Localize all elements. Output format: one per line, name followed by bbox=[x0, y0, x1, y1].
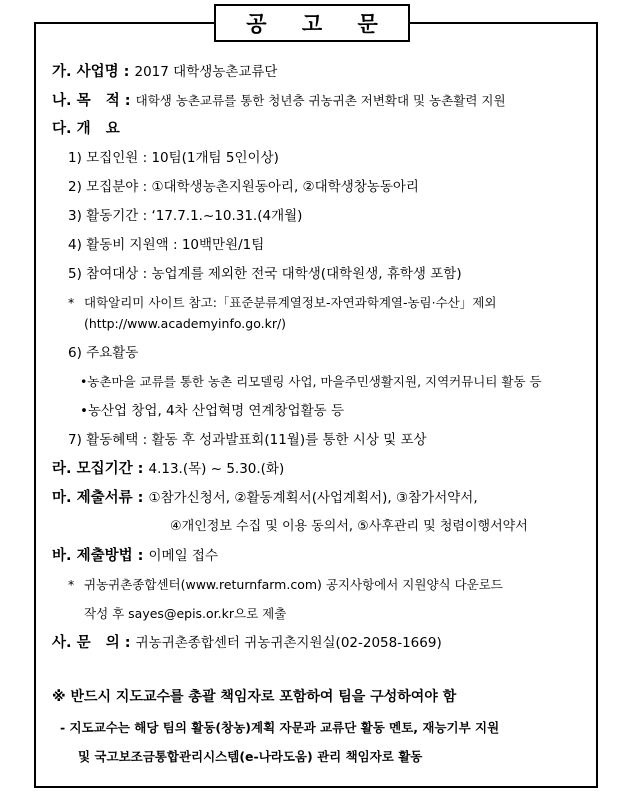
section-label: 바. 제출방법 bbox=[52, 548, 133, 564]
section-value: 4.13.(목) ~ 5.30.(화) bbox=[148, 461, 285, 477]
activity-item-rural: •농촌마을 교류를 통한 농촌 리모델링 사업, 마을주민생활지원, 지역커뮤니티 활동 등 bbox=[80, 374, 542, 389]
section-value: 이메일 접수 bbox=[148, 548, 218, 564]
section-label: 라. 모집기간 bbox=[52, 461, 133, 477]
page-title: 공 고 문 bbox=[246, 12, 392, 36]
section-value: 귀농귀촌종합센터 귀농귀촌지원실(02-2058-1669) bbox=[135, 635, 442, 651]
note-text: 대학알리미 사이트 참고:「표준분류계열정보-자연과학계열-농림·수산」제외 bbox=[84, 295, 497, 310]
note-mark: * bbox=[68, 577, 75, 592]
overview-item-period: 3) 활동기간 : ‘17.7.1.~10.31.(4개월) bbox=[68, 208, 303, 224]
overview-item-eligibility: 5) 참여대상 : 농업계를 제외한 전국 대학생(대학원생, 휴학생 포함) bbox=[68, 266, 462, 282]
note-mark: * bbox=[68, 295, 75, 310]
section-separator: : bbox=[132, 490, 149, 506]
title-box bbox=[214, 4, 410, 42]
notice-line3: 및 국고보조금통합관리시스템(e-나라도움) 관리 책임자로 활동 bbox=[78, 749, 423, 764]
announcement-frame bbox=[34, 22, 598, 788]
section-value: 2017 대학생농촌교류단 bbox=[134, 64, 278, 80]
section-separator: : bbox=[132, 548, 149, 564]
overview-item-activities: 6) 주요활동 bbox=[68, 345, 139, 361]
section-label: 다. 개 요 bbox=[52, 121, 120, 137]
section-value: ①참가신청서, ②활동계획서(사업계획서), ③참가서약서, bbox=[148, 490, 478, 506]
section-label: 마. 제출서류 bbox=[52, 490, 133, 506]
activity-item-startup: •농산업 창업, 4차 산업혁명 연계창업활동 등 bbox=[80, 403, 344, 419]
overview-item-funding: 4) 활동비 지원액 : 10백만원/1팀 bbox=[68, 237, 265, 253]
submit-note-line2: 작성 후 sayes@epis.or.kr으로 제출 bbox=[84, 606, 287, 621]
academyinfo-link-text: (http://www.academyinfo.go.kr/) bbox=[84, 316, 287, 331]
notice-line1: ※ 반드시 지도교수를 총괄 책임자로 포함하여 팀을 구성하여야 함 bbox=[52, 689, 457, 705]
section-separator: : bbox=[118, 64, 135, 80]
section-separator: : bbox=[119, 93, 136, 109]
section-label: 사. 문 의 bbox=[52, 635, 120, 651]
overview-item-field: 2) 모집분야 : ①대학생농촌지원동아리, ②대학생창농동아리 bbox=[68, 179, 419, 195]
overview-item-recruitment: 1) 모집인원 : 10팀(1개팀 5인이상) bbox=[68, 150, 279, 166]
section-label: 가. 사업명 bbox=[52, 64, 119, 80]
section-separator: : bbox=[119, 635, 136, 651]
section-label: 나. 목 적 bbox=[52, 93, 120, 109]
notice-line2: - 지도교수는 해당 팀의 활동(창농)계획 자문과 교류단 활동 멘토, 재능기부 지원 bbox=[60, 720, 500, 735]
section-value: 대학생 농촌교류를 통한 청년층 귀농귀촌 저변확대 및 농촌활력 지원 bbox=[135, 93, 506, 108]
section-separator: : bbox=[132, 461, 149, 477]
documents-line2: ④개인정보 수집 및 이용 동의서, ⑤사후관리 및 청렴이행서약서 bbox=[170, 519, 528, 534]
overview-item-benefits: 7) 활동혜택 : 활동 후 성과발표회(11월)를 통한 시상 및 포상 bbox=[68, 432, 427, 448]
note-text: 귀농귀촌종합센터(www.returnfarm.com) 공지사항에서 지원양식 다운로드 bbox=[84, 577, 503, 592]
